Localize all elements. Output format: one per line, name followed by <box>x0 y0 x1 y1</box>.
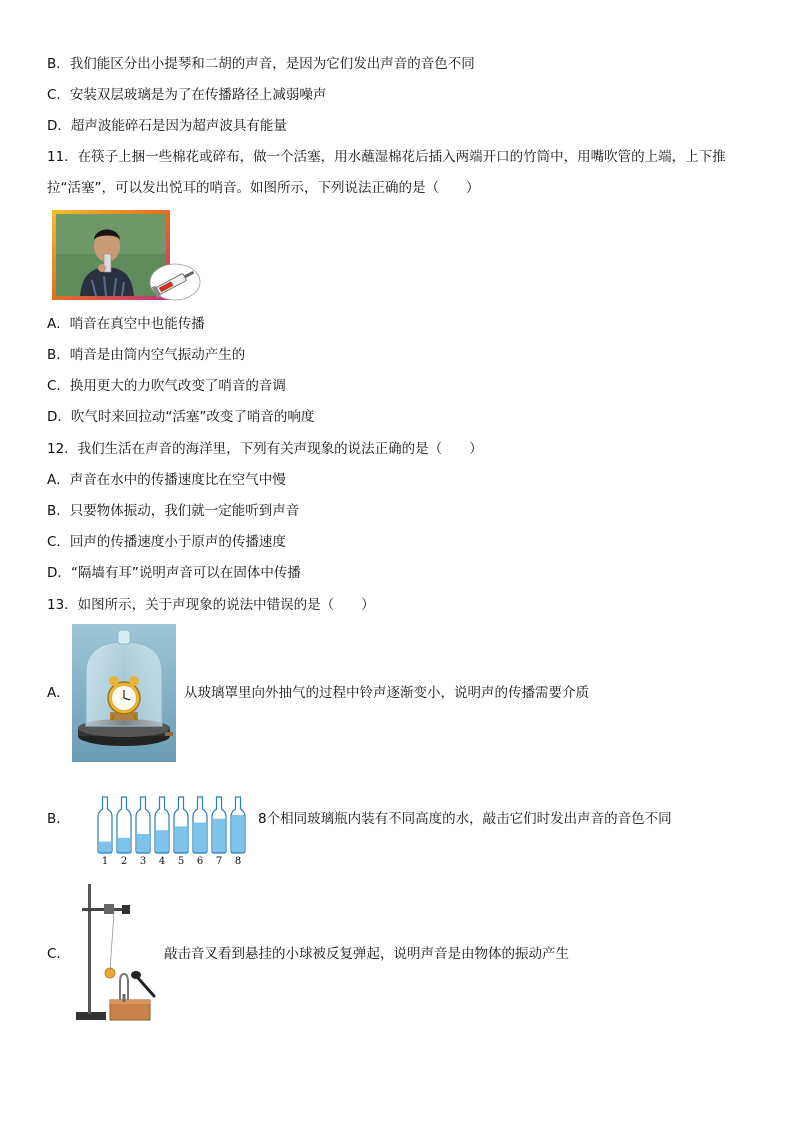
q13-stem: 13．如图所示，关于声现象的说法中错误的是（ ） <box>47 597 375 613</box>
bottle-number-label: 5 <box>177 856 185 867</box>
q12-option-c: C．回声的传播速度小于原声的传播速度 <box>47 534 286 550</box>
q13-option-a-text: 从玻璃罩里向外抽气的过程中铃声逐渐变小，说明声的传播需要介质 <box>184 685 589 701</box>
q13-option-a-label: A． <box>47 685 70 701</box>
q11-option-d: D．吹气时来回拉动“活塞”改变了哨音的响度 <box>47 409 315 425</box>
bottle-number-label: 7 <box>215 856 223 867</box>
q11-stem-line2: 拉“活塞”，可以发出悦耳的哨音。如图所示，下列说法正确的是（ ） <box>47 180 480 196</box>
bottle-water-4 <box>156 830 168 853</box>
bottles-chart <box>94 793 250 867</box>
bottle-6 <box>193 797 207 867</box>
bottle-water-5 <box>175 826 187 853</box>
q13-option-c-label: C． <box>47 946 70 962</box>
q11-option-b: B．哨音是由筒内空气振动产生的 <box>47 347 246 363</box>
bottle-number-label: 4 <box>158 856 166 867</box>
bottle-4 <box>155 797 169 867</box>
q12-option-d: D．“隔墙有耳”说明声音可以在固体中传播 <box>47 565 301 581</box>
q12-option-a: A．声音在水中的传播速度比在空气中慢 <box>47 472 286 488</box>
bottle-7 <box>212 797 226 867</box>
q11-figure-whistle-boy <box>52 210 202 302</box>
q12-stem: 12．我们生活在声音的海洋里，下列有关声现象的说法正确的是（ ） <box>47 441 483 457</box>
q13-figure-bell-jar <box>72 624 176 762</box>
bottle-3 <box>136 797 150 867</box>
bottle-number-label: 8 <box>234 856 242 867</box>
q11-stem-line1: 11．在筷子上捆一些棉花或碎布，做一个活塞，用水蘸湿棉花后插入两端开口的竹筒中，用嘴吹管的上端，上下推 <box>47 149 726 165</box>
q11-option-a: A．哨音在真空中也能传播 <box>47 316 205 332</box>
bottle-number-label: 1 <box>101 856 109 867</box>
q11-option-c: C．换用更大的力吹气改变了哨音的音调 <box>47 378 286 394</box>
bottle-8 <box>231 797 245 867</box>
bottle-water-6 <box>194 823 206 853</box>
q13-option-b-label: B． <box>47 811 70 827</box>
q13-figure-bottles <box>94 793 250 867</box>
bottle-water-7 <box>213 819 225 853</box>
bottle-water-3 <box>137 834 149 853</box>
bottle-water-8 <box>232 815 244 853</box>
bottle-5 <box>174 797 188 867</box>
q13-option-c-text: 敲击音叉看到悬挂的小球被反复弹起，说明声音是由物体的振动产生 <box>164 946 569 962</box>
bottle-number-label: 6 <box>196 856 204 867</box>
q12-option-b: B．只要物体振动，我们就一定能听到声音 <box>47 503 300 519</box>
bottle-water-1 <box>99 842 111 853</box>
q10-option-d: D．超声波能碎石是因为超声波具有能量 <box>47 118 287 134</box>
q10-option-c: C．安装双层玻璃是为了在传播路径上减弱噪声 <box>47 87 327 103</box>
bottle-water-2 <box>118 838 130 853</box>
bottle-1 <box>98 797 112 867</box>
bottle-number-label: 2 <box>120 856 128 867</box>
bottle-number-label: 3 <box>139 856 147 867</box>
q13-option-b-text: 8个相同玻璃瓶内装有不同高度的水，敲击它们时发出声音的音色不同 <box>258 811 672 827</box>
q13-figure-tuning-fork <box>74 882 164 1024</box>
q10-option-b: B．我们能区分出小提琴和二胡的声音，是因为它们发出声音的音色不同 <box>47 56 475 72</box>
bottle-2 <box>117 797 131 867</box>
